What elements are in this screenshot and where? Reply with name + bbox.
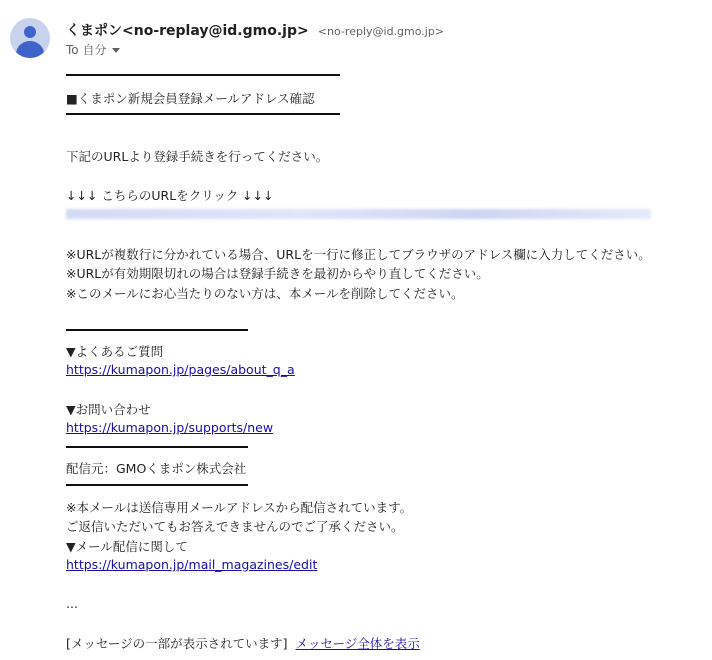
recipient-dropdown[interactable]	[66, 41, 120, 58]
footer-note: ※本メールは送信専用メールアドレスから配信されています。	[66, 500, 413, 515]
click-prompt: ↓↓↓ こちらのURLをクリック ↓↓↓	[66, 188, 274, 203]
truncation-note: [メッセージの一部が表示されています]	[66, 636, 288, 651]
distributor-text: 配信元：GMOくまポン株式会社	[66, 461, 247, 476]
sender-avatar[interactable]	[10, 18, 50, 58]
truncation-bar	[66, 634, 420, 652]
recipient-label: To 自分	[66, 43, 107, 57]
divider	[66, 74, 340, 76]
chevron-down-icon[interactable]	[112, 48, 120, 53]
footer-note: ご返信いただいてもお答えできませんのでご了承ください。	[66, 519, 404, 534]
divider	[66, 329, 248, 331]
mail-settings-link[interactable]: https://kumapon.jp/mail_magazines/edit	[66, 557, 318, 572]
sender-name[interactable]: くまポン<no-replay@id.gmo.jp>	[66, 23, 309, 39]
divider	[66, 484, 248, 486]
email-title: ■くまポン新規会員登録メールアドレス確認	[66, 91, 315, 106]
note-line: ※URLが複数行に分かれている場合、URLを一行に修正してブラウザのアドレス欄に入力してください。	[66, 247, 651, 262]
mail-heading: ▼メール配信に関して	[66, 539, 188, 554]
avatar-body-icon	[16, 41, 44, 58]
intro-text: 下記のURLより登録手続きを行ってください。	[66, 149, 329, 164]
note-line: ※URLが有効期限切れの場合は登録手続きを最初からやり直してください。	[66, 266, 489, 281]
show-full-message-link[interactable]: メッセージ全体を表示	[295, 636, 420, 651]
faq-heading: ▼よくあるご質問	[66, 344, 164, 359]
divider	[66, 113, 340, 115]
ellipsis-text: ...	[66, 596, 78, 611]
sender-email: <no-reply@id.gmo.jp>	[317, 25, 445, 38]
divider	[66, 446, 248, 448]
avatar-head-icon	[24, 26, 36, 38]
registration-link-redacted[interactable]	[66, 209, 651, 219]
sender-line	[66, 20, 444, 40]
contact-link[interactable]: https://kumapon.jp/supports/new	[66, 420, 274, 435]
note-line: ※このメールにお心当たりのない方は、本メールを削除してください。	[66, 286, 464, 301]
faq-link[interactable]: https://kumapon.jp/pages/about_q_a	[66, 362, 295, 377]
contact-heading: ▼お問い合わせ	[66, 402, 151, 417]
